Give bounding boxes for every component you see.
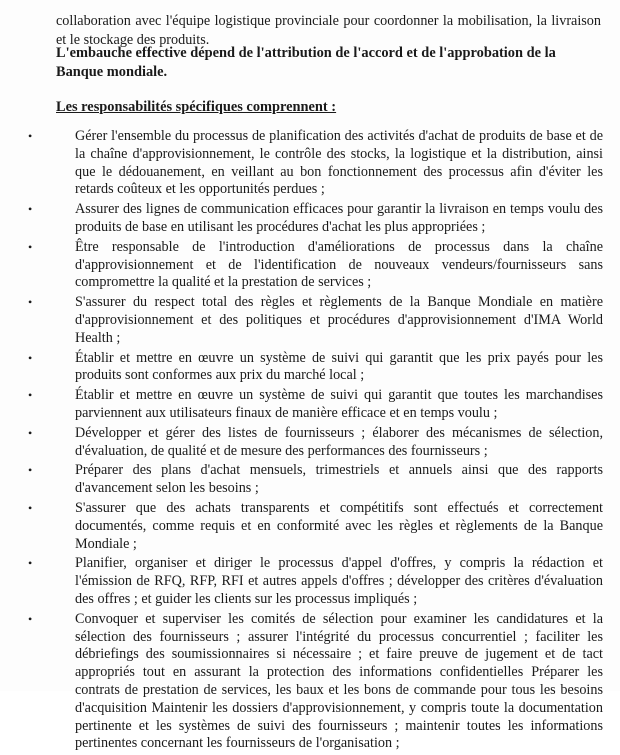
responsibilities-list bbox=[28, 128, 603, 755]
list-item bbox=[28, 350, 603, 386]
bullet-icon: • bbox=[28, 556, 33, 571]
list-item-text: S'assurer du respect total des règles et règlements de la Banque Mondiale en matière d'approvisionnement et des politiques et procédures d'approvisionnement d'IMA World Health ; bbox=[75, 294, 603, 346]
list-item bbox=[28, 500, 603, 553]
bullet-icon: • bbox=[28, 295, 33, 310]
bullet-icon: • bbox=[28, 388, 33, 403]
list-item-text: Préparer des plans d'achat mensuels, trimestriels et annuels ainsi que des rapports d'avancement selon les besoins ; bbox=[75, 462, 603, 497]
list-item-text: Établir et mettre en œuvre un système de suivi qui garantit que les prix payés pour les produits sont conformes aux prix du marché local ; bbox=[75, 349, 603, 384]
bullet-icon: • bbox=[28, 239, 33, 254]
bullet-icon: • bbox=[28, 129, 33, 143]
list-item bbox=[28, 611, 603, 753]
bullet-icon: • bbox=[28, 463, 33, 478]
list-item bbox=[28, 201, 603, 237]
bullet-icon: • bbox=[28, 500, 33, 515]
bullet-icon: • bbox=[28, 425, 33, 440]
list-item-text: Convoquer et superviser les comités de sélection pour examiner les candidatures et la sélection des fournisseurs ; assurer l'intégrité du processus concurrentiel ; faciliter les débriefings des soumissionnaires si nécessaire ; et faire preuve de jugement et de tact appropriés tout en assurant la protection des informations confidentielles Préparer les contrats de prestation de services, les baux et les bons de commande pour tous les besoins d'acquisition Maintenir les dossiers d'approvisionnement, y compris toute la documentation pertinente et les systèmes de suivi des fournisseurs ; maintenir toutes les informations pertinentes concernant les fournisseurs de l'organisation ; bbox=[75, 610, 603, 752]
list-item bbox=[28, 294, 603, 347]
list-item bbox=[28, 239, 603, 292]
bullet-icon: • bbox=[28, 202, 33, 217]
bullet-icon: • bbox=[28, 350, 33, 365]
intro-paragraph: collaboration avec l'équipe logistique provinciale pour coordonner la mobilisation, la livraison et le stockage des produits. bbox=[56, 13, 601, 49]
list-item bbox=[28, 387, 603, 423]
list-item bbox=[28, 555, 603, 608]
list-item bbox=[28, 425, 603, 461]
responsibilities-heading: Les responsabilités spécifiques comprennent : bbox=[56, 99, 337, 115]
list-item-text: Assurer des lignes de communication efficaces pour garantir la livraison en temps voulu des produits de base en utilisant les procédures d'achat les plus appropriées ; bbox=[75, 201, 603, 235]
list-item-text: Gérer l'ensemble du processus de planification des activités d'achat de produits de base et de la chaîne d'approvisionnement, le contrôle des stocks, la logistique et la distribution, ainsi que le dédouanement, en veillant au bon fonctionnement des processus afin d'éviter les retards coûteux et les opportunités perdues ; bbox=[75, 128, 603, 198]
list-item-text: S'assurer que des achats transparents et compétitifs sont effectués et correctement documentés, comme requis et en conformité avec les règles et règlements de la Banque Mondiale ; bbox=[75, 499, 603, 552]
list-item-text: Établir et mettre en œuvre un système de suivi qui garantit que toutes les marchandises parviennent aux utilisateurs finaux de manière efficace et en temps voulu ; bbox=[75, 387, 603, 421]
list-item-text: Développer et gérer des listes de fournisseurs ; élaborer des mécanismes de sélection, d'évaluation, de qualité et de mesure des performances des fournisseurs ; bbox=[75, 424, 603, 459]
bullet-icon: • bbox=[28, 611, 33, 626]
list-item bbox=[28, 128, 603, 199]
list-item-text: Être responsable de l'introduction d'améliorations de processus dans la chaîne d'approvisionnement et de l'identification de nouveaux vendeurs/fournisseurs sans compromettre la qualité et la prestation de services ; bbox=[75, 238, 603, 291]
list-item-text: Planifier, organiser et diriger le processus d'appel d'offres, y compris la rédaction et l'émission de RFQ, RFP, RFI et autres appels d'offres ; développer des critères d'évaluation des offres ; et guider les clients sur les processus impliqués ; bbox=[75, 555, 603, 607]
list-item bbox=[28, 462, 603, 498]
funding-condition-note: L'embauche effective dépend de l'attribution de l'accord et de l'approbation de la Banque mondiale. bbox=[56, 45, 556, 80]
